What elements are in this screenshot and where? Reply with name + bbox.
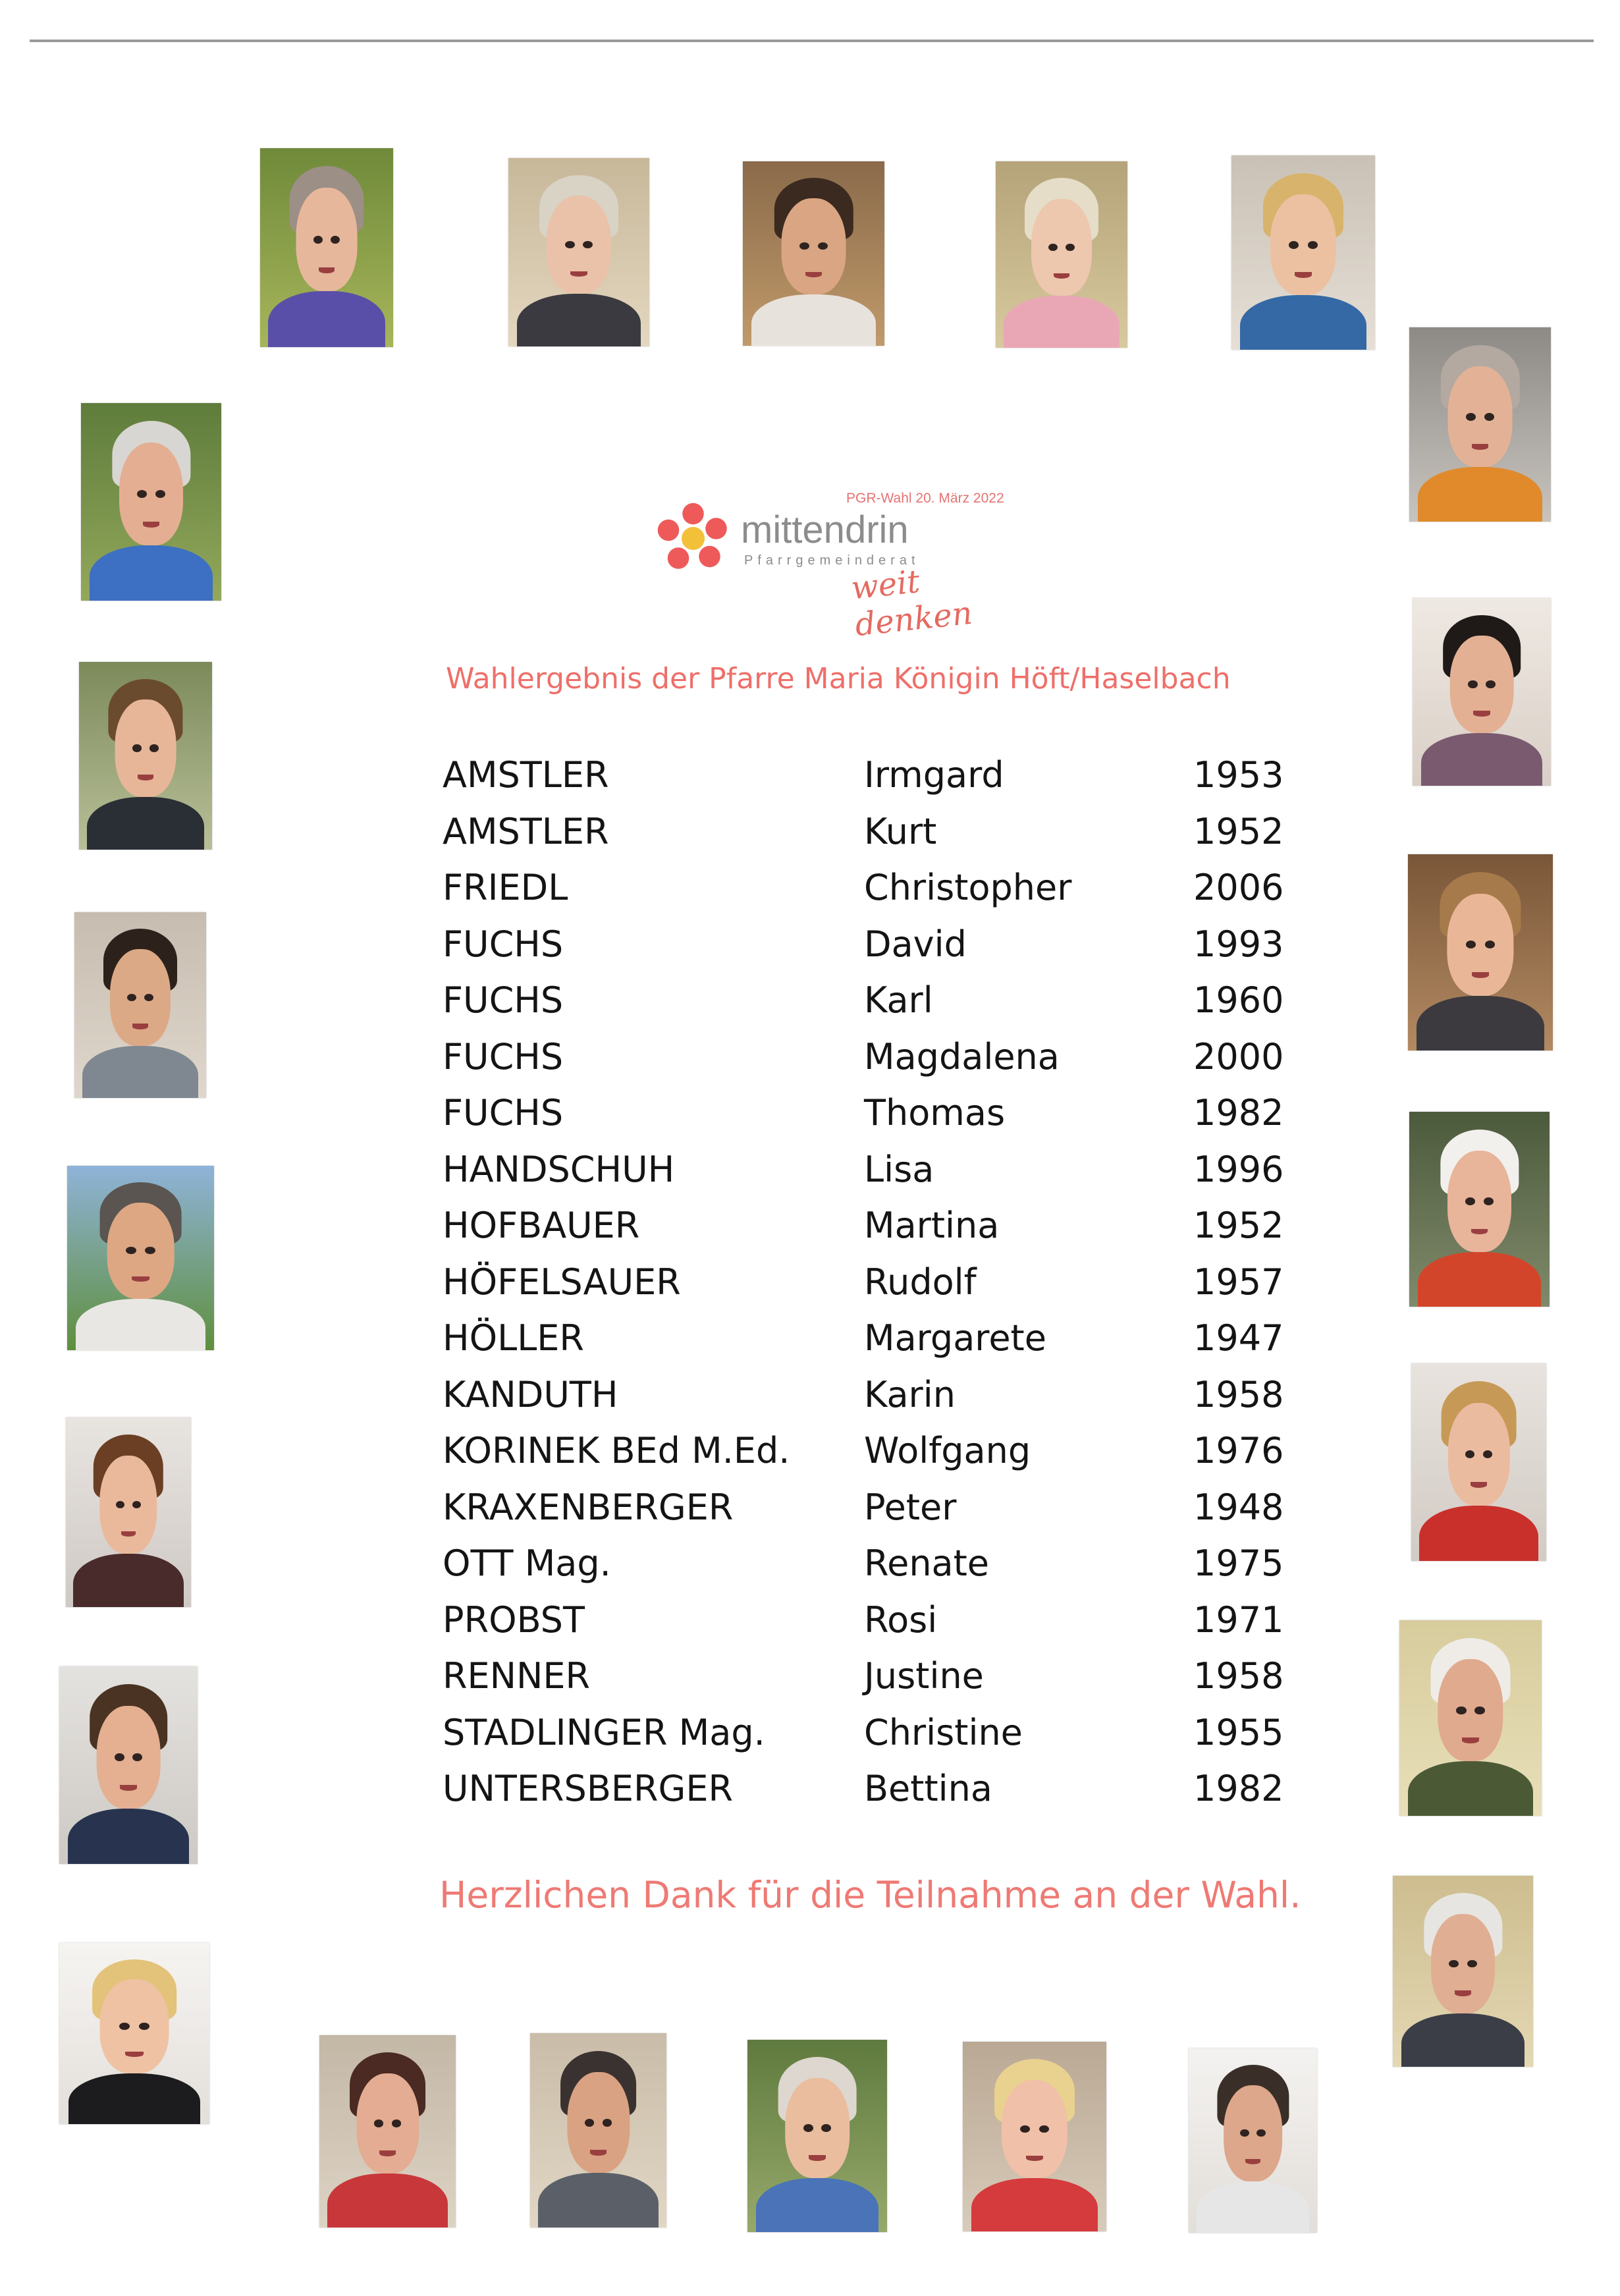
portrait-photo [508,158,649,346]
member-birth-year: 1958 [1193,1655,1284,1697]
member-last-name: HÖLLER [443,1317,584,1359]
member-last-name: AMSTLER [443,754,609,796]
logo-name: mittendrin [741,508,909,551]
member-birth-year: 1947 [1193,1317,1284,1359]
member-last-name: FUCHS [443,979,564,1021]
member-birth-year: 1975 [1193,1543,1284,1584]
member-first-name: Justine [864,1655,984,1697]
member-last-name: AMSTLER [443,810,609,852]
member-first-name: Rudolf [864,1261,977,1303]
member-row [443,923,1292,980]
member-birth-year: 1953 [1193,754,1284,796]
member-first-name: Irmgard [864,754,1004,796]
member-birth-year: 1976 [1193,1430,1284,1471]
member-last-name: OTT Mag. [443,1543,611,1584]
member-row [443,1487,1292,1543]
member-last-name: KORINEK BEd M.Ed. [443,1430,790,1471]
portrait-photo [74,912,206,1098]
member-row [443,1092,1292,1149]
portrait-photo [79,662,212,850]
member-last-name: HANDSCHUH [443,1148,675,1190]
member-last-name: KANDUTH [443,1373,618,1415]
member-first-name: Christine [864,1711,1023,1753]
portrait-photo [1189,2048,1317,2233]
member-first-name: Lisa [864,1148,934,1190]
portrait-photo [1399,1620,1542,1816]
member-row [443,754,1292,811]
portrait-photo [260,148,393,347]
portrait-photo [59,1943,209,2124]
member-birth-year: 2006 [1193,867,1284,908]
member-first-name: Renate [864,1543,990,1584]
thank-you-note: Herzlichen Dank für die Teilnahme an der Wahl. [439,1874,1301,1916]
member-first-name: Kurt [864,810,937,852]
member-row [443,867,1292,923]
member-first-name: Thomas [864,1092,1006,1134]
member-first-name: David [864,923,967,965]
member-first-name: Karin [864,1373,956,1415]
member-first-name: Rosi [864,1599,938,1641]
member-birth-year: 1971 [1193,1599,1284,1641]
member-last-name: UNTERSBERGER [443,1768,733,1809]
member-last-name: FUCHS [443,923,564,965]
portrait-photo [67,1166,214,1350]
member-birth-year: 1958 [1193,1373,1284,1415]
member-row [443,1205,1292,1261]
portrait-photo [1409,1112,1550,1307]
page-title: Wahlergebnis der Pfarre Maria Königin Höft/Haselbach [446,662,1231,696]
member-birth-year: 1955 [1193,1711,1284,1753]
member-birth-year: 1982 [1193,1092,1284,1134]
parish-council-logo [652,491,1047,644]
member-first-name: Bettina [864,1768,992,1809]
portrait-photo [81,403,221,601]
member-first-name: Margarete [864,1317,1046,1359]
member-row [443,1430,1292,1487]
member-last-name: STADLINGER Mag. [443,1711,765,1753]
flower-icon [652,497,734,580]
portrait-photo [530,2033,666,2228]
member-last-name: FRIEDL [443,867,568,908]
member-row [443,1543,1292,1599]
member-birth-year: 1952 [1193,1205,1284,1246]
member-row [443,1374,1292,1431]
election-date: PGR-Wahl 20. März 2022 [846,491,1004,506]
member-last-name: FUCHS [443,1092,564,1134]
member-first-name: Karl [864,979,933,1021]
portrait-photo [1413,598,1551,786]
top-rule [30,40,1594,42]
portrait-photo [1408,854,1553,1051]
logo-subtitle: Pfarrgemeinderat [744,553,920,568]
portrait-photo [747,2040,887,2232]
member-list [443,754,1292,1824]
member-first-name: Magdalena [864,1035,1060,1078]
member-row [443,811,1292,867]
portrait-photo [59,1666,198,1864]
member-last-name: KRAXENBERGER [443,1486,734,1528]
member-birth-year: 1993 [1193,923,1284,965]
portrait-photo [963,2042,1106,2231]
member-birth-year: 1957 [1193,1261,1284,1303]
member-last-name: FUCHS [443,1035,564,1078]
portrait-photo [1393,1876,1533,2067]
member-first-name: Wolfgang [864,1430,1031,1471]
logo-slogan: weit denken [849,562,975,644]
member-last-name: HOFBAUER [443,1205,640,1246]
member-last-name: PROBST [443,1599,585,1641]
member-birth-year: 1952 [1193,810,1284,852]
member-row [443,1261,1292,1318]
member-row [443,1317,1292,1374]
member-birth-year: 1996 [1193,1148,1284,1190]
member-first-name: Peter [864,1486,957,1528]
portrait-photo [319,2035,456,2228]
member-birth-year: 1948 [1193,1486,1284,1528]
member-birth-year: 1960 [1193,979,1284,1021]
member-birth-year: 1982 [1193,1768,1284,1809]
member-row [443,1655,1292,1712]
portrait-photo [1411,1363,1546,1561]
member-last-name: RENNER [443,1655,591,1697]
portrait-photo [66,1417,191,1607]
member-last-name: HÖFELSAUER [443,1261,681,1303]
portrait-photo [1231,155,1375,350]
member-first-name: Martina [864,1205,1000,1246]
portrait-photo [1409,327,1551,522]
member-row [443,1712,1292,1768]
member-row [443,1599,1292,1656]
member-row [443,1149,1292,1205]
member-row [443,979,1292,1036]
member-birth-year: 2000 [1193,1035,1284,1078]
portrait-photo [743,161,884,346]
member-first-name: Christopher [864,867,1072,908]
portrait-photo [996,161,1127,348]
member-row [443,1768,1292,1824]
member-row [443,1036,1292,1093]
